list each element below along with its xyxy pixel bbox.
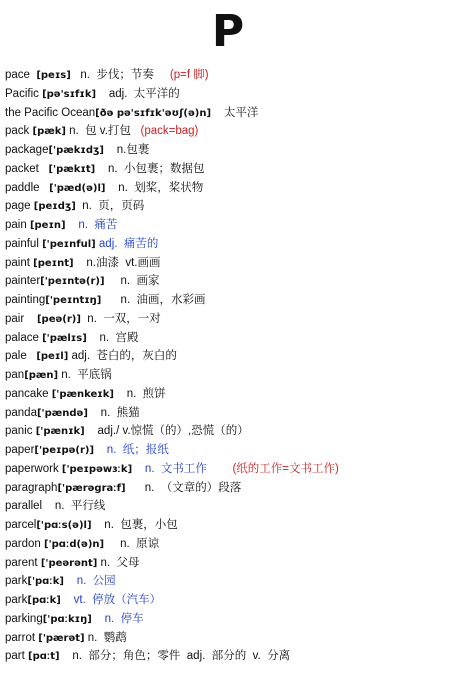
entry-definition: n. 停车 <box>91 612 144 625</box>
vocabulary-entry <box>5 516 453 535</box>
entry-definition: n. 部分；角色；零件 adj. 部分的 v. 分离 <box>59 650 291 663</box>
entry-definition: adj. 太平洋的 <box>96 87 180 100</box>
entry-phonetic: ['peɪnful] <box>42 238 96 250</box>
entry-definition: n. 熊猫 <box>87 406 140 419</box>
vocabulary-list <box>5 66 453 666</box>
vocabulary-entry <box>5 329 453 348</box>
vocabulary-entry <box>5 366 453 385</box>
entry-phonetic: [peɪl] <box>36 351 69 363</box>
vocabulary-entry <box>5 66 453 85</box>
entry-definition: adj. 苍白的，灰白的 <box>68 350 177 363</box>
entry-definition: adj. 痛苦的 <box>95 237 159 250</box>
entry-word: parent <box>5 556 41 569</box>
vocabulary-entry <box>5 441 453 460</box>
vocabulary-entry <box>5 85 453 104</box>
entry-word: paperwork <box>5 462 62 475</box>
entry-word: paddle <box>5 181 50 194</box>
vocabulary-entry <box>5 104 453 123</box>
entry-phonetic: [peɪn] <box>29 220 66 231</box>
entry-definition: n.油漆 vt.画画 <box>73 256 161 269</box>
vocabulary-entry <box>5 554 453 573</box>
entry-phonetic: ['peɪntɪŋ] <box>45 295 102 306</box>
vocabulary-entry <box>5 160 453 179</box>
entry-definition: vt. 停放（汽车） <box>60 594 162 606</box>
entry-note: (pack=bag) <box>130 125 199 138</box>
entry-definition: n. 页，页码 <box>75 200 145 213</box>
entry-phonetic: ['pæd(ə)l] <box>49 182 106 194</box>
entry-phonetic: [peɪdʒ] <box>33 201 76 213</box>
entry-word: paragraph <box>5 481 58 494</box>
entry-word: pale <box>5 350 37 363</box>
vocabulary-entry <box>5 572 453 591</box>
entry-definition: 太平洋 <box>211 106 259 119</box>
vocabulary-entry <box>5 141 453 160</box>
entry-phonetic: [pɑːt] <box>28 651 60 663</box>
entry-phonetic: [peɪs] <box>36 70 71 81</box>
entry-word: pardon <box>5 537 45 550</box>
entry-definition: n. 平行线 <box>54 500 106 513</box>
entry-definition: adj./ v.惊慌（的）,恐慌（的） <box>84 425 249 438</box>
vocabulary-entry <box>5 216 453 235</box>
entry-word: pancake <box>5 387 52 400</box>
entry-definition: n. 一双，一对 <box>80 312 161 325</box>
entry-note: (纸的工作=文书工作) <box>206 462 339 475</box>
entry-word: painful <box>5 237 43 250</box>
entry-phonetic: ['peɪpə(r)] <box>34 445 95 456</box>
entry-word: parcel <box>5 519 37 531</box>
entry-word: paint <box>5 256 34 269</box>
entry-definition: n. 纸；报纸 <box>94 444 169 456</box>
entry-phonetic: [peɪnt] <box>33 257 74 269</box>
entry-phonetic: ['pænɪk] <box>35 426 85 438</box>
entry-phonetic: ['pændə] <box>36 407 88 419</box>
entry-word: page <box>5 200 34 213</box>
vocabulary-entry <box>5 497 453 516</box>
vocabulary-entry <box>5 591 453 610</box>
entry-phonetic: ['pærət] <box>38 632 85 644</box>
vocabulary-entry <box>5 610 453 629</box>
entry-definition: n. 宫殿 <box>86 331 139 344</box>
vocabulary-entry <box>5 535 453 554</box>
entry-phonetic: [pɑːk] <box>27 595 61 606</box>
vocabulary-entry <box>5 479 453 498</box>
vocabulary-entry <box>5 647 453 666</box>
entry-phonetic: [pə'sɪfɪk] <box>42 88 97 100</box>
entry-definition: n. （文章的）段落 <box>125 481 242 494</box>
entry-word: parking <box>5 612 43 625</box>
entry-definition: n. 平底锅 <box>58 369 112 381</box>
entry-definition: n. 油画，水彩画 <box>101 294 206 306</box>
vocabulary-entry <box>5 254 453 273</box>
entry-definition: n. 文书工作 <box>132 462 207 475</box>
entry-word: painter <box>5 275 41 288</box>
entry-phonetic: [ðə pə'sɪfɪk'əʊʃ(ə)n] <box>95 107 212 119</box>
entry-word: Pacific <box>5 87 43 100</box>
vocabulary-entry <box>5 385 453 404</box>
vocabulary-entry <box>5 629 453 648</box>
entry-phonetic: [peə(r)] <box>36 313 81 325</box>
vocabulary-entry <box>5 197 453 216</box>
entry-definition: n. 原谅 <box>104 537 160 550</box>
vocabulary-entry <box>5 235 453 254</box>
entry-word: parrot <box>5 631 39 644</box>
entry-definition: n. 公园 <box>63 575 116 588</box>
entry-phonetic: ['pɑːs(ə)l] <box>36 520 92 531</box>
entry-definition: n. 父母 <box>97 556 140 569</box>
entry-phonetic: ['pɑːd(ə)n] <box>44 538 105 550</box>
entry-definition: n.包裹 <box>104 144 150 156</box>
entry-word: pan <box>5 369 25 381</box>
entry-phonetic: ['pɑːkɪŋ] <box>42 613 92 625</box>
entry-definition: n. 痛苦 <box>65 219 118 231</box>
entry-phonetic: ['peɪpəwɜːk] <box>61 463 133 475</box>
entry-definition: n. 包裹，小包 <box>91 519 178 531</box>
vocabulary-entry <box>5 422 453 441</box>
entry-word: the Pacific Ocean <box>5 106 96 119</box>
entry-word: packet <box>5 162 49 175</box>
entry-word: panda <box>5 406 37 419</box>
entry-word: package <box>5 144 49 156</box>
entry-phonetic: ['pælɪs] <box>42 332 87 344</box>
entry-phonetic: ['peərənt] <box>40 557 98 569</box>
entry-word: pair <box>5 312 37 325</box>
entry-definition: n. 煎饼 <box>113 387 166 400</box>
entry-definition: n. 小包裹；数据包 <box>95 162 205 175</box>
entry-word: paper <box>5 444 35 456</box>
vocabulary-entry <box>5 122 453 141</box>
entry-phonetic: ['peɪntə(r)] <box>40 276 105 288</box>
entry-phonetic: ['pɑːk] <box>27 576 64 588</box>
entry-word: painting <box>5 294 46 306</box>
entry-word: pack <box>5 125 33 138</box>
entry-phonetic: ['pækɪt] <box>48 163 96 175</box>
section-letter-heading: P <box>211 6 245 57</box>
entry-definition: n. 鹦鹉 <box>84 631 127 644</box>
vocabulary-entry <box>5 272 453 291</box>
entry-phonetic: [pæn] <box>24 370 59 381</box>
entry-word: part <box>5 650 29 663</box>
entry-word: park <box>5 594 28 606</box>
vocabulary-entry <box>5 310 453 329</box>
vocabulary-entry <box>5 460 453 479</box>
entry-word: park <box>5 575 28 588</box>
entry-note: (p=f 脚) <box>153 69 209 81</box>
entry-word: panic <box>5 425 36 438</box>
entry-phonetic: [pæk] <box>32 126 66 138</box>
entry-definition: n. 划桨，桨状物 <box>105 181 204 194</box>
entry-definition: n. 包 v.打包 <box>65 125 131 138</box>
entry-word: pain <box>5 219 30 231</box>
entry-word: pace <box>5 69 37 81</box>
vocabulary-entry <box>5 347 453 366</box>
entry-word: palace <box>5 331 43 344</box>
entry-definition: n. 画家 <box>104 275 160 288</box>
entry-phonetic: ['pærəgraːf] <box>57 482 126 494</box>
entry-word: parallel <box>5 500 55 513</box>
vocabulary-entry <box>5 404 453 423</box>
entry-phonetic: ['pækɪdʒ] <box>48 145 104 156</box>
entry-phonetic: ['pænkeɪk] <box>51 388 114 400</box>
vocabulary-entry <box>5 179 453 198</box>
entry-definition: n. 步伐；节奏 <box>70 69 154 81</box>
vocabulary-entry <box>5 291 453 310</box>
